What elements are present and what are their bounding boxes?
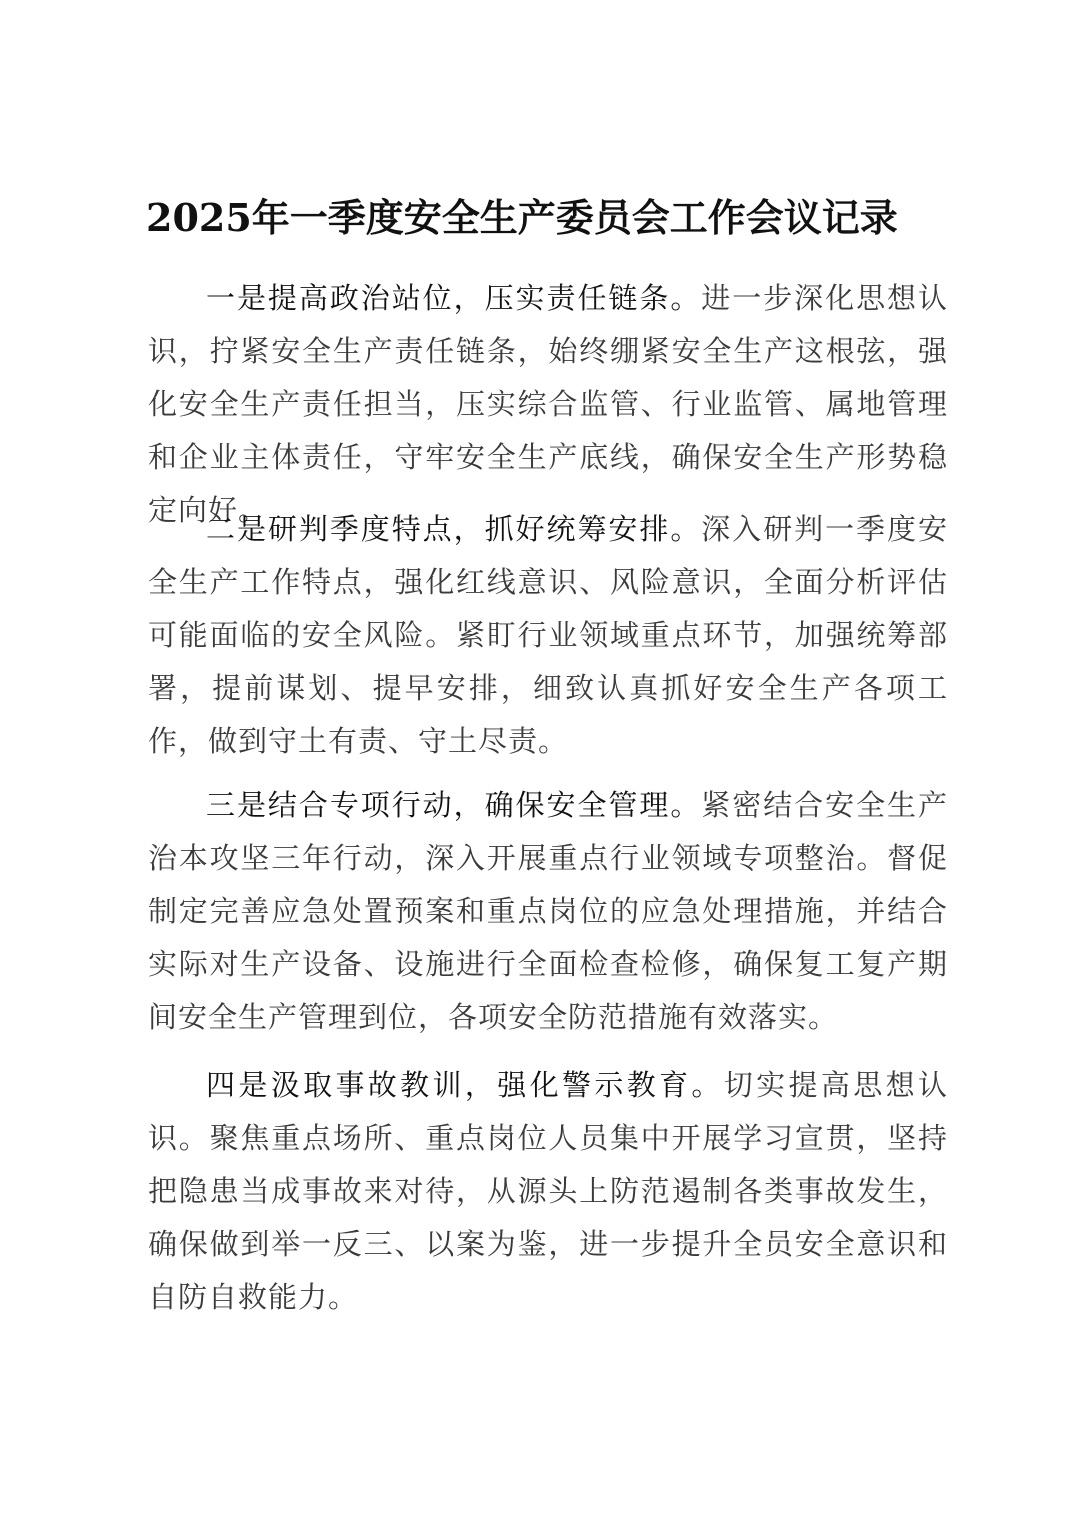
paragraph-3 — [148, 779, 948, 1044]
paragraph-3-lead: 三是结合专项行动，确保安全管理。 — [206, 788, 702, 822]
paragraph-2-body: 深入研判一季度安全生产工作特点，强化红线意识、风险意识，全面分析评估可能面临的安全风险。紧盯行业领域重点环节，加强统筹部署，提前谋划、提早安排，细致认真抓好安全生产各项工作，做到守土有责、守土尽责。 — [148, 512, 948, 758]
paragraph-2 — [148, 503, 948, 768]
paragraph-1 — [148, 272, 948, 537]
paragraph-2-lead: 二是研判季度特点，抓好统筹安排。 — [206, 512, 702, 546]
paragraph-1-body: 进一步深化思想认识，拧紧安全生产责任链条，始终绷紧安全生产这根弦，强化安全生产责任担当，压实综合监管、行业监管、属地管理和企业主体责任，守牢安全生产底线，确保安全生产形势稳定向好。 — [148, 281, 948, 527]
paragraph-4-lead: 四是汲取事故教训，强化警示教育。 — [206, 1068, 724, 1102]
paragraph-4-body: 切实提高思想认识。聚焦重点场所、重点岗位人员集中开展学习宣贯，坚持把隐患当成事故来对待，从源头上防范遏制各类事故发生，确保做到举一反三、以案为鉴，进一步提升全员安全意识和自防自救能力。 — [148, 1068, 948, 1314]
document-title: 2025年一季度安全生产委员会工作会议记录 — [146, 195, 898, 240]
paragraph-4 — [148, 1059, 948, 1324]
paragraph-3-body: 紧密结合安全生产治本攻坚三年行动，深入开展重点行业领域专项整治。督促制定完善应急处置预案和重点岗位的应急处理措施，并结合实际对生产设备、设施进行全面检查检修，确保复工复产期间安全生产管理到位，各项安全防范措施有效落实。 — [148, 788, 948, 1034]
paragraph-1-lead: 一是提高政治站位，压实责任链条。 — [206, 281, 702, 315]
